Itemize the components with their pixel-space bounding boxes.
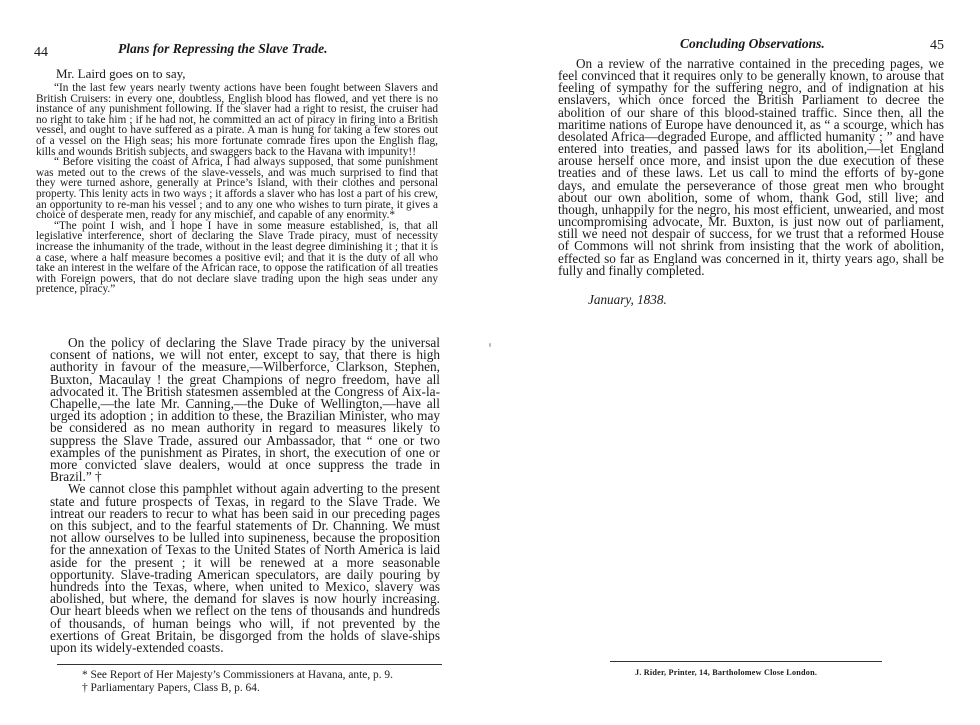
printer-imprint: J. Rider, Printer, 14, Bartholomew Close London. bbox=[635, 668, 818, 677]
date-line: January, 1838. bbox=[588, 292, 667, 307]
quote-paragraph-3: “The point I wish, and I hope I have in some measure established, is, that all legislative interference, short of declaring the Slave Trade piracy, must of necessity increase the inhumanity of the trade, without in the least degree diminishing it ; that it is a case, where a half measure becomes a positive evil; and that it is the duty of all who take an interest in the welfare of the African race, to oppose the ratification of all treaties with Foreign powers, that do not declare slave trading upon the high seas under any pretence, piracy.” bbox=[36, 219, 438, 296]
left-running-title: Plans for Repressing the Slave Trade. bbox=[118, 41, 328, 56]
intro-line: Mr. Laird goes on to say, bbox=[56, 66, 186, 81]
left-page-number: 44 bbox=[34, 45, 48, 60]
body-paragraph-2: We cannot close this pamphlet without again adverting to the present state and future prospects of Texas, in regard to the Slave Trade. We intreat our readers to recur to what has been said in our preceding pages on this subject, and to the fearful statements of Dr. Channing. We must not allow ourselves to be lulled into supineness, because the proposition for the annexation of Texas to the United States of North America is laid aside for the present ; it will be renewed at a more seasonable opportunity. Slave-trading American speculators, are daily pouring by hundreds into the Texas, where, when united to Mexico, slavery was abolished, but where, the demand for slaves is now hourly increasing. Our heart bleeds when we reflect on the tens of thousands and hundreds of thousands, of human beings who will, if not prevented by the exertions of Great Britain, be disgorged from the holds of slave-ships upon its widely-extended coasts. bbox=[50, 481, 440, 656]
printer-rule bbox=[610, 661, 882, 662]
footnotes bbox=[82, 669, 442, 694]
quote-paragraph-1: “In the last few years nearly twenty actions have been fought between Slavers and British Cruisers: in every one, doubtless, English blood has flowed, and yet there is no instance of any punishment following. If the slaver had a right to resist, the cruiser had no right to take him ; if he had not, he committed an act of piracy in firing into a British vessel, and ought to have suffered as a pirate. A man is hung for taking a few stores out of a vessel on the High seas; his more fortunate comrade fires upon the English flag, kills and wounds British subjects, and swaggers back to the Havana with impunity!! bbox=[36, 82, 438, 158]
right-page bbox=[490, 0, 980, 725]
right-body-text bbox=[558, 58, 944, 277]
footnote-1: * See Report of Her Majesty’s Commissioners at Havana, ante, p. 9. bbox=[82, 669, 393, 681]
footnote-2: † Parliamentary Papers, Class B, p. 64. bbox=[82, 681, 260, 694]
footnote-rule bbox=[57, 664, 442, 665]
left-body-text bbox=[50, 337, 440, 654]
right-page-number: 45 bbox=[930, 38, 944, 53]
gutter-speck bbox=[489, 343, 491, 347]
quotation-block bbox=[36, 83, 438, 295]
body-paragraph-1: On the policy of declaring the Slave Trade piracy by the universal consent of nations, we will not enter, except to say, that there is high authority in favour of the measure,—Wilberforce, Clarkson, Stephen, Buxton, Macaulay ! the great Champions of negro freedom, have all advocated it. The British statesmen assembled at the Congress of Aix-la-Chapelle,—the late Mr. Canning,—the Duke of Wellington,—have all urged its adoption ; in addition to these, the Brazilian Minister, who may be considered as no mean authority in regard to measures likely to suppress the Slave Trade, assured our Ambassador, that “ one or two examples of the punishment as Pirates, in short, the execution of one or more convicted slave dealers, would at once suppress the trade in Brazil.” † bbox=[50, 335, 440, 485]
right-running-title: Concluding Observations. bbox=[680, 36, 825, 51]
concluding-paragraph: On a review of the narrative contained in the preceding pages, we feel convinced that it requires only to be generally known, to arouse that feeling of sympathy for the suffering negro, and of indignation at his enslavers, which once forced the British Parliament to decree the abolition of our share of this blood-stained traffic. Since then, all the maritime nations of Europe have denounced it, as “ a scourge, which has desolated Africa—degraded Europe, and afflicted humanity ; ” and have entered into treaties, and passed laws for its abolition,—let England arouse herself once more, and insist upon the due execution of these treaties and of these laws. Let us call to mind the efforts of by-gone days, and emulate the perseverance of those great men who brought about our own abolition, some of whom, thank God, still live; and though, unhappily for the negro, his most efficient, unwearied, and most uncompromising advocate, Mr. Buxton, is just now out of parliament, still we need not despair of success, for we trust that a reformed House of Commons will not shrink from insisting that the work of abolition, effected so far as England was concerned in it, thirty years ago, shall be fully and finally completed. bbox=[558, 56, 944, 278]
quote-paragraph-2: “ Before visiting the coast of Africa, I had always supposed, that some punishment was meted out to the crews of the slave-vessels, and was much surprised to find that they were turned ashore, generally at Prince’s Island, with their clothes and personal property. This lenity acts in two ways ; it affords a slaver who has lost a part of his crew, an opportunity to re-man his vessel ; and to any one who wishes to turn pirate, it gives a choice of desperate men, ready for any mischief, and capable of any enormity.* bbox=[36, 156, 438, 222]
